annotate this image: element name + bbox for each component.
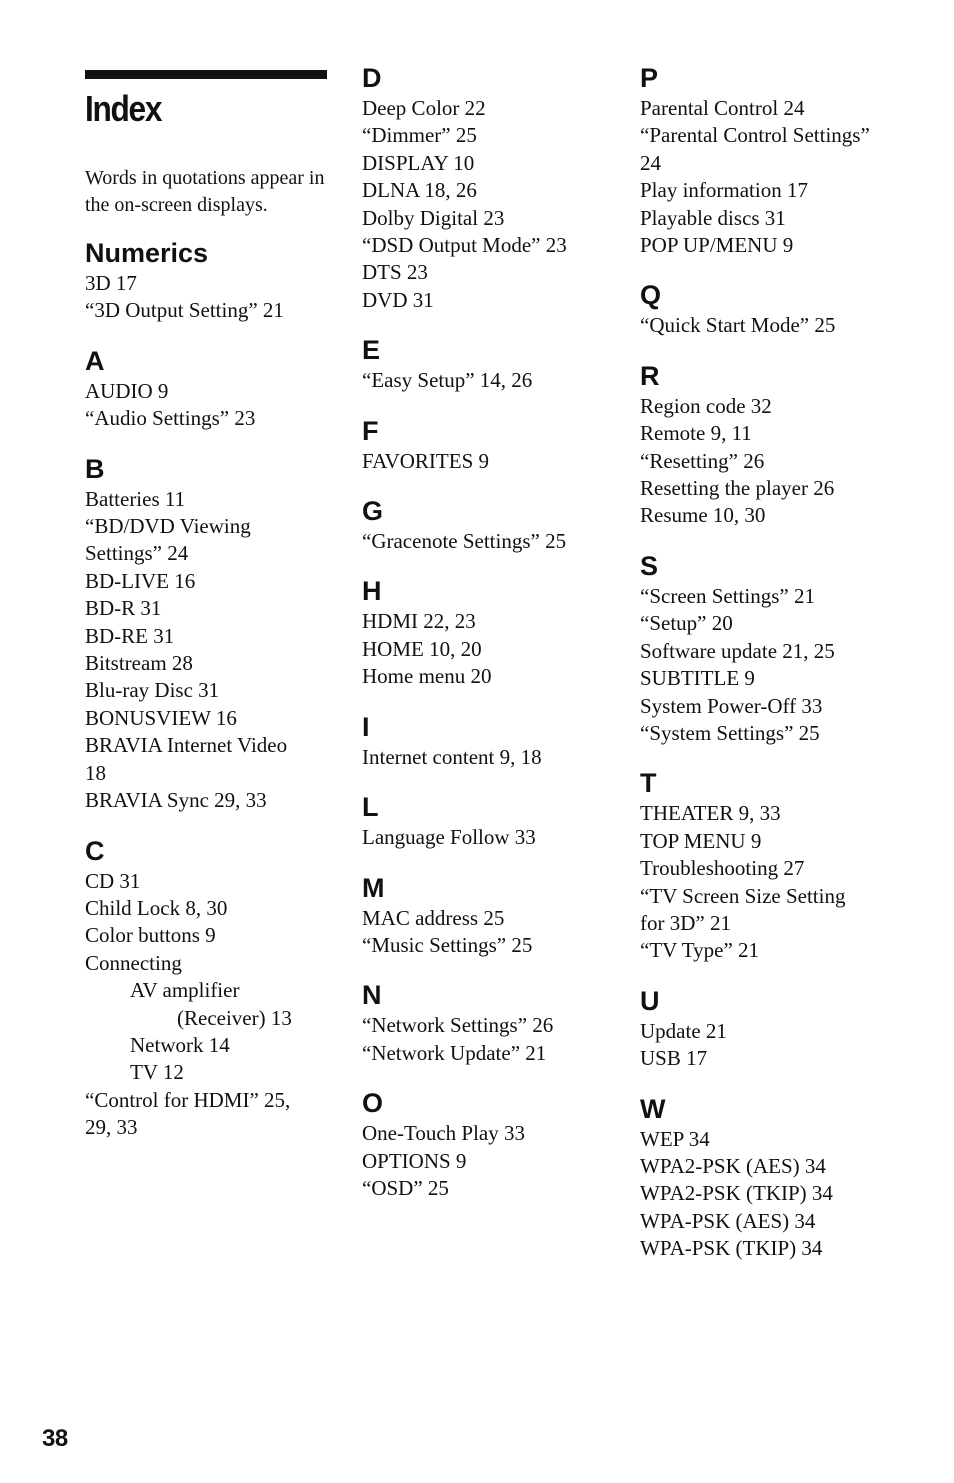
page-title: Index <box>85 88 162 129</box>
column-3-sections <box>640 62 900 1263</box>
index-section <box>362 495 622 555</box>
section-heading: L <box>362 792 379 823</box>
index-section <box>362 979 622 1067</box>
index-entry: “Setup” 20 <box>640 611 733 636</box>
section-heading: F <box>362 415 379 446</box>
index-entry: “Gracenote Settings” 25 <box>362 529 567 554</box>
section-heading: S <box>640 550 659 581</box>
index-entry: Resetting the player 26 <box>640 476 835 501</box>
section-heading: B <box>85 453 105 484</box>
index-entry: Bitstream 28 <box>85 651 193 676</box>
index-entry: FAVORITES 9 <box>362 448 489 473</box>
index-entry: WPA-PSK (TKIP) 34 <box>640 1236 823 1261</box>
index-entry: Internet content 9, 18 <box>362 744 542 769</box>
index-entry: Blu-ray Disc 31 <box>85 678 220 703</box>
index-entry: Language Follow 33 <box>362 825 536 850</box>
index-entry: USB 17 <box>640 1046 708 1071</box>
section-heading: O <box>362 1088 384 1119</box>
index-entry: One-Touch Play 33 <box>362 1121 525 1146</box>
index-entry: “Screen Settings” 21 <box>640 583 815 608</box>
index-entry: HOME 10, 20 <box>362 636 482 661</box>
index-entry: BD-RE 31 <box>85 623 175 648</box>
index-entry: Remote 9, 11 <box>640 421 752 446</box>
index-section <box>362 415 622 475</box>
section-heading: Q <box>640 280 662 311</box>
index-entry: 29, 33 <box>85 1115 138 1140</box>
index-entry: “OSD” 25 <box>362 1175 449 1200</box>
index-entry: THEATER 9, 33 <box>640 801 781 826</box>
index-section <box>640 550 900 747</box>
page-number: 38 <box>42 1425 68 1452</box>
index-entry: Update 21 <box>640 1018 727 1043</box>
index-section <box>362 1087 622 1202</box>
index-entry: Resume 10, 30 <box>640 503 766 528</box>
index-entry: BD-LIVE 16 <box>85 568 196 593</box>
index-entry: Settings” 24 <box>85 541 189 566</box>
index-entry: Play information 17 <box>640 178 808 203</box>
index-entry: Deep Color 22 <box>362 96 486 120</box>
index-section <box>362 711 622 771</box>
title-rule <box>85 70 327 79</box>
index-entry: Home menu 20 <box>362 664 492 689</box>
index-entry: Connecting <box>85 950 182 975</box>
index-entry: WEP 34 <box>640 1126 710 1151</box>
index-section <box>362 575 622 690</box>
index-entry: MAC address 25 <box>362 905 505 930</box>
index-entry: BRAVIA Internet Video <box>85 733 288 758</box>
index-entry: “Network Update” 21 <box>362 1040 547 1065</box>
index-entry: TOP MENU 9 <box>640 828 762 853</box>
index-entry: 3D 17 <box>85 271 137 295</box>
index-section <box>362 791 622 851</box>
index-entry: BONUSVIEW 16 <box>85 705 237 730</box>
index-entry: “Easy Setup” 14, 26 <box>362 368 533 393</box>
index-entry: “System Settings” 25 <box>640 720 820 745</box>
index-entry: WPA2-PSK (AES) 34 <box>640 1153 826 1178</box>
index-entry: Color buttons 9 <box>85 923 216 948</box>
section-heading: N <box>362 980 382 1011</box>
index-section <box>85 835 330 1142</box>
index-entry: 24 <box>640 150 661 175</box>
section-heading: C <box>85 835 105 866</box>
index-section <box>85 453 330 815</box>
index-section <box>85 237 330 325</box>
index-entry: AV amplifier <box>130 978 240 1003</box>
section-heading: E <box>362 335 381 366</box>
section-heading: Numerics <box>85 238 209 268</box>
index-entry: Playable discs 31 <box>640 205 786 230</box>
section-heading: M <box>362 872 385 903</box>
index-section <box>362 334 622 394</box>
section-heading: W <box>640 1093 666 1124</box>
index-entry: “Audio Settings” 23 <box>85 406 256 431</box>
index-entry: Dolby Digital 23 <box>362 205 505 230</box>
index-entry: Software update 21, 25 <box>640 638 835 663</box>
index-entry: Network 14 <box>130 1032 230 1057</box>
index-entry: “BD/DVD Viewing <box>85 514 251 539</box>
index-section <box>362 62 622 314</box>
index-entry: AUDIO 9 <box>85 378 169 403</box>
index-entry: “TV Screen Size Setting <box>640 883 846 908</box>
index-entry: Region code 32 <box>640 393 772 418</box>
index-entry: for 3D” 21 <box>640 910 731 935</box>
index-entry: 18 <box>85 760 106 785</box>
index-entry: “Control for HDMI” 25, <box>85 1087 291 1112</box>
index-entry: WPA2-PSK (TKIP) 34 <box>640 1181 833 1206</box>
index-entry: BD-R 31 <box>85 596 162 621</box>
index-entry: DLNA 18, 26 <box>362 178 477 203</box>
index-section <box>85 345 330 433</box>
section-heading: P <box>640 63 659 93</box>
index-entry: WPA-PSK (AES) 34 <box>640 1208 816 1233</box>
section-heading: A <box>85 345 105 376</box>
index-entry: “Quick Start Mode” 25 <box>640 313 836 338</box>
index-entry: DISPLAY 10 <box>362 150 475 175</box>
section-heading: R <box>640 360 660 391</box>
index-section <box>640 985 900 1073</box>
index-section <box>640 360 900 530</box>
index-entry: “Music Settings” 25 <box>362 932 533 957</box>
index-entry: (Receiver) 13 <box>177 1005 292 1030</box>
index-entry: HDMI 22, 23 <box>362 609 476 634</box>
index-section <box>362 872 622 960</box>
section-heading: T <box>640 768 657 799</box>
index-entry: DVD 31 <box>362 287 434 312</box>
index-entry: TV 12 <box>130 1060 184 1085</box>
column-2-sections <box>362 62 622 1202</box>
index-column-3 <box>640 62 900 1283</box>
index-entry: “Resetting” 26 <box>640 448 765 473</box>
index-entry: Child Lock 8, 30 <box>85 895 228 920</box>
index-section <box>640 279 900 339</box>
index-entry: CD 31 <box>85 868 141 893</box>
section-heading: U <box>640 985 660 1016</box>
index-entry: System Power-Off 33 <box>640 693 823 718</box>
index-entry: BRAVIA Sync 29, 33 <box>85 788 267 813</box>
section-heading: H <box>362 576 382 607</box>
column-1-sections <box>85 237 330 1142</box>
index-entry: Batteries 11 <box>85 486 186 511</box>
index-entry: “TV Type” 21 <box>640 938 760 963</box>
index-section <box>640 1093 900 1263</box>
index-entry: Troubleshooting 27 <box>640 856 805 881</box>
index-entry: POP UP/MENU 9 <box>640 233 794 258</box>
index-column-1 <box>85 62 330 1162</box>
section-heading: I <box>362 711 370 742</box>
index-entry: “Network Settings” 26 <box>362 1013 554 1038</box>
index-entry: DTS 23 <box>362 260 428 285</box>
index-entry: “3D Output Setting” 21 <box>85 298 284 323</box>
index-section <box>640 62 900 259</box>
index-entry: “DSD Output Mode” 23 <box>362 233 567 258</box>
index-entry: OPTIONS 9 <box>362 1148 467 1173</box>
section-heading: D <box>362 63 382 93</box>
index-section <box>640 767 900 964</box>
index-entry: “Dimmer” 25 <box>362 123 477 148</box>
intro-text: Words in quotations appear in the on-screen displays. <box>85 167 325 216</box>
index-entry: “Parental Control Settings” <box>640 123 870 148</box>
index-column-2 <box>362 62 622 1222</box>
index-entry: SUBTITLE 9 <box>640 666 755 691</box>
index-entry: Parental Control 24 <box>640 96 805 120</box>
section-heading: G <box>362 496 384 527</box>
